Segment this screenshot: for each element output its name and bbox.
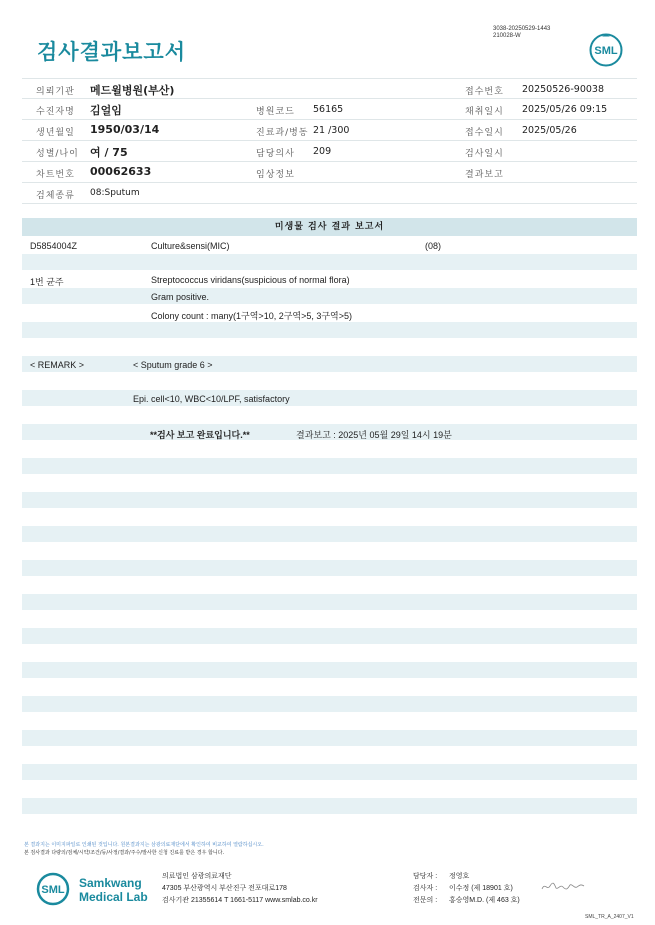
info-row: 성별/나이 여 / 75 담당의사 209 검사일시: [22, 141, 637, 162]
hospital-code: 56165: [313, 104, 344, 115]
result-row-stripe: [22, 288, 637, 304]
staff-role: 담당자 :: [413, 873, 438, 880]
logo-text: SML: [594, 45, 618, 57]
result-row-stripe: [22, 764, 637, 780]
epi-cell-result: Epi. cell<10, WBC<10/LPF, satisfactory: [133, 394, 290, 404]
birth-date: 1950/03/14: [90, 123, 160, 136]
sex-age: 여 / 75: [90, 146, 128, 159]
specimen-type: 08:Sputum: [90, 188, 140, 198]
result-row-stripe: [22, 594, 637, 610]
result-row-stripe: [22, 390, 637, 406]
report-title: 검사결과보고서: [37, 40, 187, 64]
staff-role: 검사자 :: [413, 885, 438, 892]
colony-count: Colony count : many(1구역>10, 2구역>5, 3구역>5): [151, 311, 353, 321]
result-row-stripe: [22, 322, 637, 338]
isolate-name: Streptococcus viridans(suspicious of normal flora): [151, 275, 350, 285]
department-ward: 21 /300: [313, 125, 350, 136]
sputum-grade: < Sputum grade 6 >: [133, 360, 213, 370]
result-row-stripe: [22, 458, 637, 474]
logo-text: SML: [41, 884, 65, 896]
gram-stain: Gram positive.: [151, 292, 210, 302]
doctor-code: 209: [313, 146, 332, 157]
brand-name-line2: Medical Lab: [79, 890, 148, 904]
sml-footer-logo-icon: [36, 872, 76, 906]
staff-role: 전문의 :: [413, 897, 438, 904]
result-row-stripe: [22, 662, 637, 678]
remark-label: < REMARK >: [30, 360, 85, 370]
chart-number: 00062633: [90, 165, 152, 178]
result-row-stripe: [22, 798, 637, 814]
result-row-stripe: [22, 560, 637, 576]
test-name: Culture&sensi(MIC): [151, 241, 230, 251]
result-row-stripe: [22, 356, 637, 372]
signature-icon: [540, 878, 586, 894]
accession-number: 20250526-90038: [522, 84, 605, 95]
test-specimen-code: (08): [425, 241, 442, 251]
results-heading: 미생물 검사 결과 보고서: [22, 218, 637, 236]
result-row-stripe: [22, 254, 637, 270]
org-contact: 검사기관 21355614 T 1661-5117 www.smlab.co.kr: [162, 897, 318, 904]
isolate-label: 1번 균주: [30, 277, 64, 287]
staff-name: 이수정 (제 18901 호): [449, 885, 513, 892]
info-row: 검체종류 08:Sputum: [22, 183, 637, 204]
brand-name-line1: Samkwang: [79, 876, 142, 890]
form-code: SML_TR_A_2407_V1: [585, 914, 634, 920]
info-row: 차트번호 00062633 임상정보 결과보고: [22, 162, 637, 183]
info-row: 수진자명 김얼임 병원코드 56165 채취일시 2025/05/26 09:15: [22, 99, 637, 120]
staff-name: 정영호: [449, 873, 470, 880]
info-row: 생년월일 1950/03/14 진료과/병동 21 /300 접수일시 2025/05/26: [22, 120, 637, 141]
report-complete: **검사 보고 완료입니다.**: [150, 430, 250, 440]
result-row-stripe: [22, 628, 637, 644]
image-notice: 본 결과지는 이미지파일로 인쇄된 것입니다. 원본결과지는 삼광의료재단에서 확인하여 비교하여 열람하십시오.: [24, 842, 264, 848]
patient-info-table: [22, 78, 637, 204]
result-row-stripe: [22, 492, 637, 508]
result-notice: 본 검사결과 다량의/검체/시약/조건/등/사정/결과/주수/발사한 신청 진료를 받은 경우 합니다.: [24, 850, 225, 856]
result-row-stripe: [22, 730, 637, 746]
staff-name: 홍승영M.D. (제 463 호): [449, 897, 520, 904]
receipt-date: 2025/05/26: [522, 125, 577, 136]
org-name: 의료법인 삼광의료재단: [162, 873, 232, 880]
sml-logo-icon: [589, 33, 623, 67]
collection-datetime: 2025/05/26 09:15: [522, 104, 608, 115]
org-address: 47305 부산광역시 부산진구 전포대로178: [162, 885, 287, 892]
result-row-stripe: [22, 526, 637, 542]
info-row: 의뢰기관 메드윌병원(부산) 접수번호 20250526-90038: [22, 78, 637, 99]
patient-name: 김얼임: [90, 104, 122, 117]
report-time: 결과보고 : 2025년 05월 29일 14시 19분: [296, 430, 452, 440]
institution-value: 메드윌병원(부산): [90, 84, 175, 97]
result-row-stripe: [22, 696, 637, 712]
document-id: 3038-20250529-1443 210028-W: [493, 26, 551, 39]
test-code: D5854004Z: [30, 241, 78, 251]
